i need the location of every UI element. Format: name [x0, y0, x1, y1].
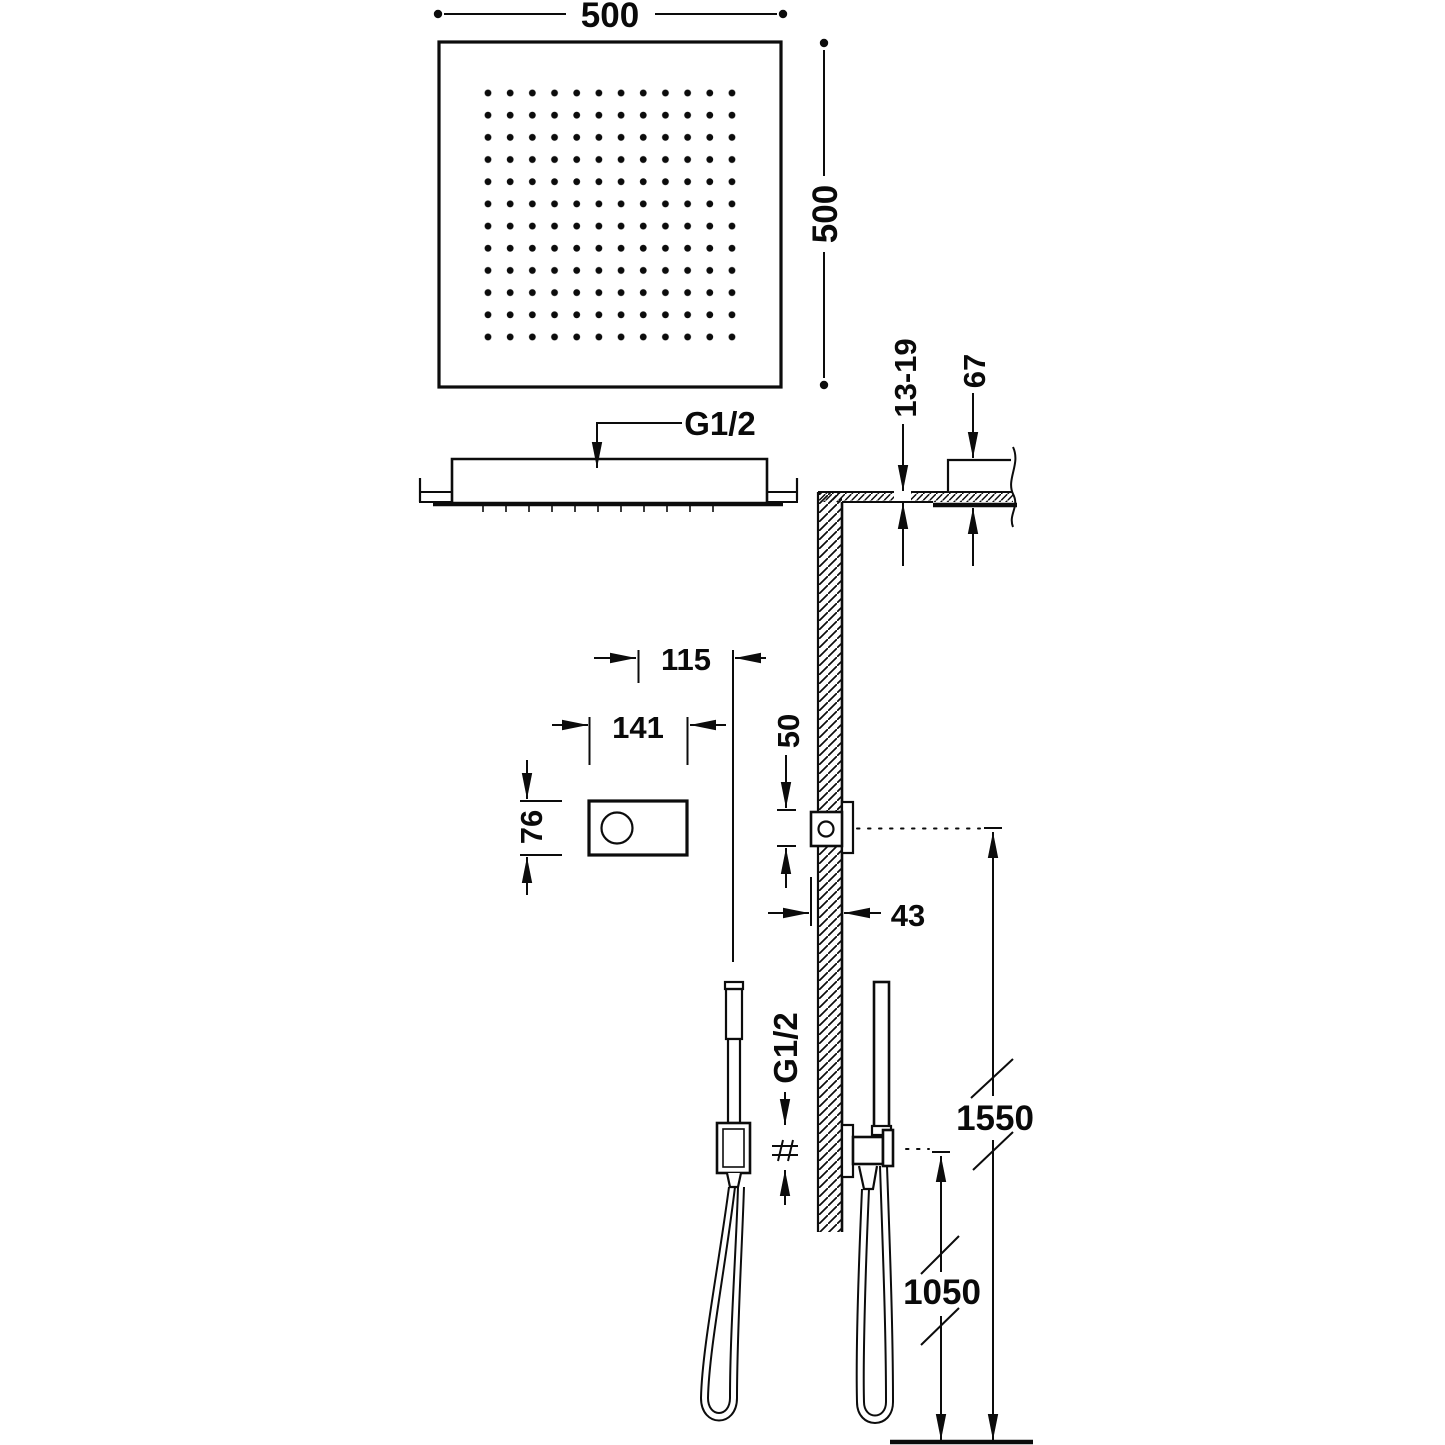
holder-flange: [842, 1125, 853, 1177]
dim-valve-width-label: 141: [612, 710, 664, 745]
dim-support-height-label: 1050: [903, 1273, 981, 1312]
outlet-flange: [842, 802, 853, 853]
dim-endpoint-dot: [820, 39, 828, 47]
wall-section: [818, 492, 842, 1232]
holder-body: [853, 1137, 883, 1164]
dim-outlet-height-label: 1550: [956, 1099, 1034, 1138]
wall-hatch: [818, 492, 842, 1232]
thermostat-knob: [602, 813, 633, 844]
head-side-profile: [452, 459, 767, 502]
dim-endpoint-dot: [779, 10, 787, 18]
holder-clamp: [883, 1130, 893, 1166]
dim-valve-offset-label: 115: [660, 642, 712, 677]
outlet-box: [811, 812, 842, 846]
dim-head-height-label: 500: [806, 184, 845, 244]
dim-outlet-offset-label: 43: [890, 898, 926, 933]
dim-ceiling-panel-thickness-label: 13-19: [888, 338, 923, 418]
dim-endpoint-dot: [820, 381, 828, 389]
handshower-rod: [874, 982, 889, 1129]
ceiling-hatch: [818, 492, 1013, 502]
thermostat-front-view: [589, 801, 687, 855]
dim-handshower-inlet-label: G1/2: [767, 1012, 804, 1084]
spray-nozzle-grid: [477, 82, 743, 348]
dim-endpoint-dot: [434, 10, 442, 18]
dim-head-width-label: 500: [580, 0, 640, 35]
handle-body: [728, 1039, 740, 1123]
dim-outlet-size-label: 50: [771, 713, 806, 749]
dim-valve-height-label: 76: [514, 809, 549, 845]
dim-recess-depth-label: 67: [957, 353, 992, 389]
dim-head-inlet-label: G1/2: [684, 405, 756, 442]
support-bracket: [717, 1123, 750, 1173]
hose-connector: [727, 1173, 741, 1187]
